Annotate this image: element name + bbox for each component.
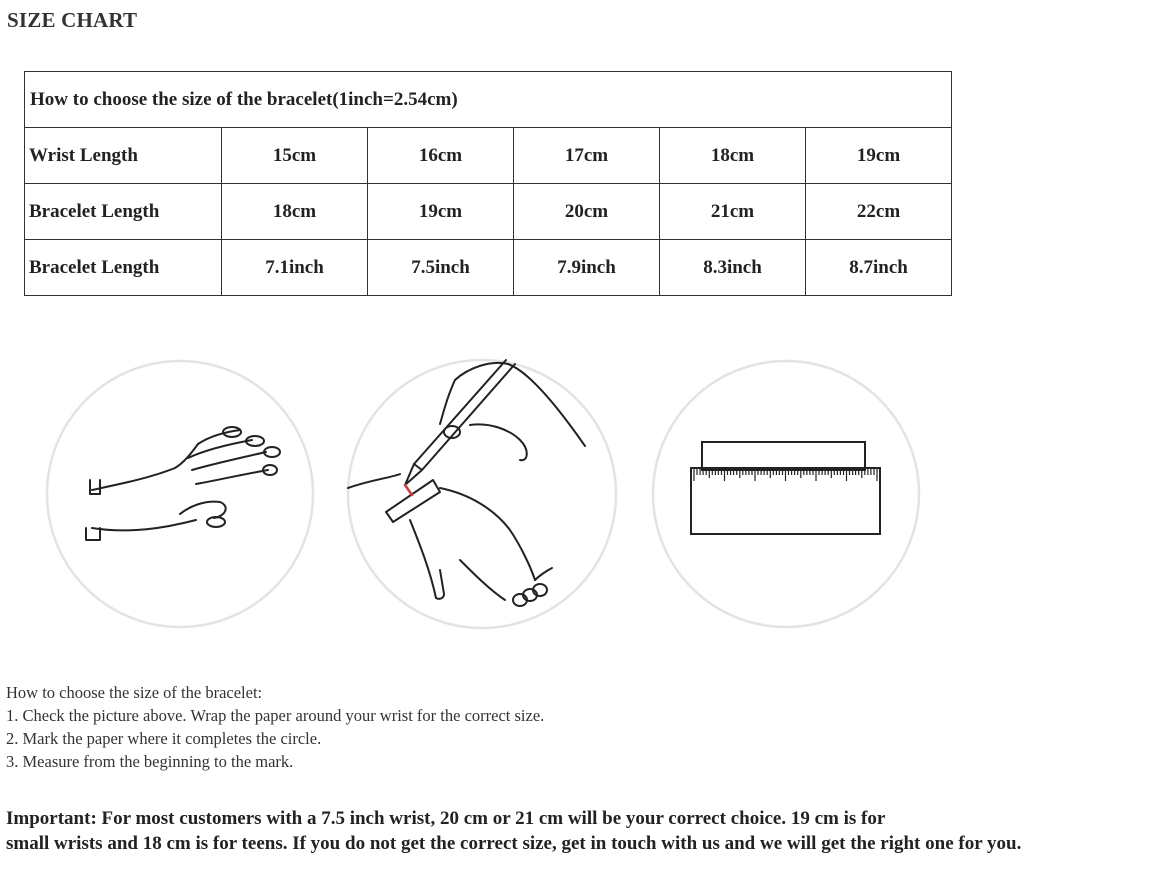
row-label: Wrist Length: [25, 128, 222, 184]
important-line: small wrists and 18 cm is for teens. If you do not get the correct size, get in touch with us and we will get the right one for you.: [6, 833, 1022, 854]
instructions-intro: How to choose the size of the bracelet:: [6, 683, 263, 702]
instruction-step: 3. Measure from the beginning to the mark.: [6, 752, 294, 771]
size-table: [24, 71, 952, 296]
table-cell: 7.9inch: [514, 240, 660, 296]
table-cell: 20cm: [514, 184, 660, 240]
instruction-step: 2. Mark the paper where it completes the circle.: [6, 729, 322, 748]
important-line: Important: For most customers with a 7.5 inch wrist, 20 cm or 21 cm will be your correct choice. 19 cm is for: [6, 808, 886, 829]
table-header: How to choose the size of the bracelet(1inch=2.54cm): [25, 72, 952, 128]
row-label: Bracelet Length: [25, 184, 222, 240]
table-cell: 15cm: [222, 128, 368, 184]
instructions: [6, 681, 544, 773]
table-row-wrist-length: [25, 128, 952, 184]
table-cell: 19cm: [806, 128, 952, 184]
page-title: SIZE CHART: [7, 8, 138, 32]
table-cell: 21cm: [660, 184, 806, 240]
illustrations: [0, 340, 1000, 650]
table-cell: 16cm: [368, 128, 514, 184]
hand-icon: [47, 361, 313, 627]
table-cell: 18cm: [222, 184, 368, 240]
row-label: Bracelet Length: [25, 240, 222, 296]
table-cell: 8.3inch: [660, 240, 806, 296]
table-row-bracelet-length-cm: [25, 184, 952, 240]
instruction-step: 1. Check the picture above. Wrap the paper around your wrist for the correct size.: [6, 706, 545, 725]
table-cell: 19cm: [368, 184, 514, 240]
table-cell: 18cm: [660, 128, 806, 184]
table-cell: 22cm: [806, 184, 952, 240]
table-cell: 8.7inch: [806, 240, 952, 296]
table-cell: 17cm: [514, 128, 660, 184]
table-cell: 7.5inch: [368, 240, 514, 296]
measuring-hand-icon: [348, 360, 616, 628]
ruler-icon: [653, 361, 919, 627]
important-note: [6, 806, 1156, 856]
table-cell: 7.1inch: [222, 240, 368, 296]
table-row-bracelet-length-inch: [25, 240, 952, 296]
table-header-row: [25, 72, 952, 128]
